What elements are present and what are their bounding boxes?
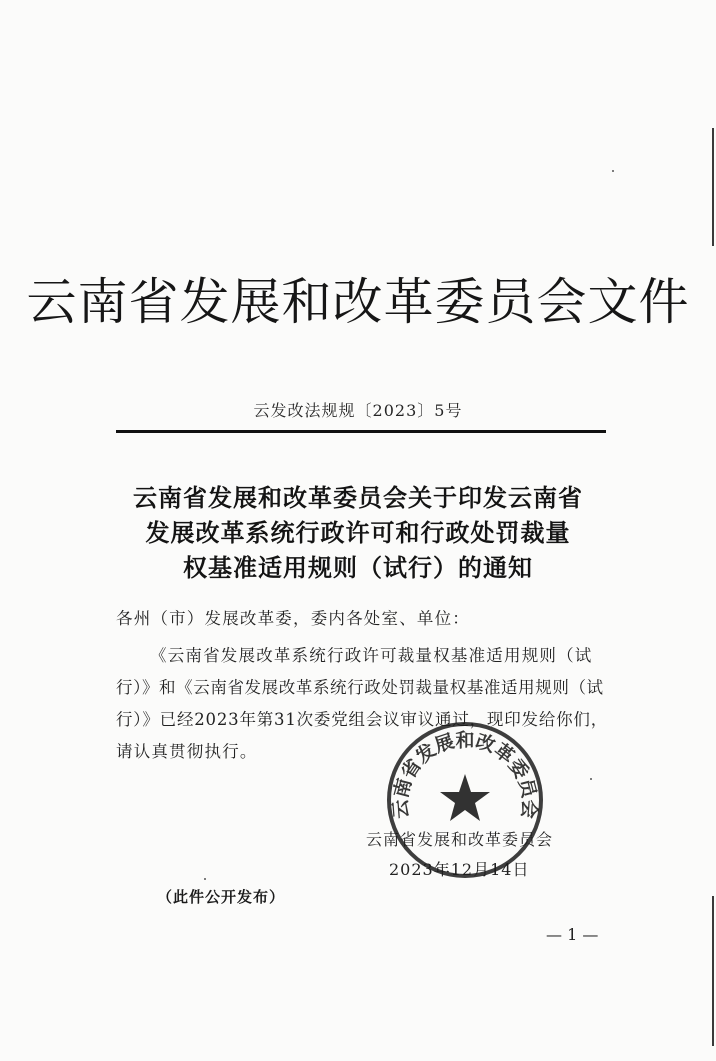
body-paragraph-line: 请认真贯彻执行。 (116, 742, 258, 761)
scan-speck (590, 778, 592, 780)
public-release-note: （此件公开发布） (157, 888, 286, 906)
body-paragraph-line: 行）》和《云南省发展改革系统行政处罚裁量权基准适用规则（试 (116, 678, 604, 697)
scan-edge-top (712, 128, 714, 246)
signature-date: 2023年12月14日 (389, 860, 530, 879)
body-paragraph-line: 《云南省发展改革系统行政许可裁量权基准适用规则（试 (150, 646, 593, 665)
scan-speck (204, 878, 206, 880)
scan-speck (612, 170, 614, 172)
body-paragraph-line: 行）》已经2023年第31次委党组会议审议通过，现印发给你们， (116, 710, 609, 729)
issuing-org-file-title: 云南省发展和改革委员会文件 (26, 273, 690, 331)
document-title (0, 480, 716, 585)
document-number: 云发改法规规〔2023〕5号 (253, 401, 463, 420)
scan-edge-bottom (712, 896, 714, 1046)
seal-star (440, 774, 490, 821)
document-title-line: 云南省发展和改革委员会关于印发云南省 (133, 483, 583, 512)
header-divider (116, 430, 606, 433)
official-seal (383, 718, 547, 882)
document-title-line: 权基准适用规则（试行）的通知 (183, 553, 533, 582)
page-number: — 1 — (546, 925, 599, 944)
signature-organization: 云南省发展和改革委员会 (366, 830, 554, 849)
document-title-line: 发展改革系统行政许可和行政处罚裁量 (145, 518, 571, 547)
seal-text: 云南省发展和改革委员会 (389, 729, 541, 820)
recipients-line: 各州（市）发展改革委，委内各处室、单位： (116, 609, 470, 628)
